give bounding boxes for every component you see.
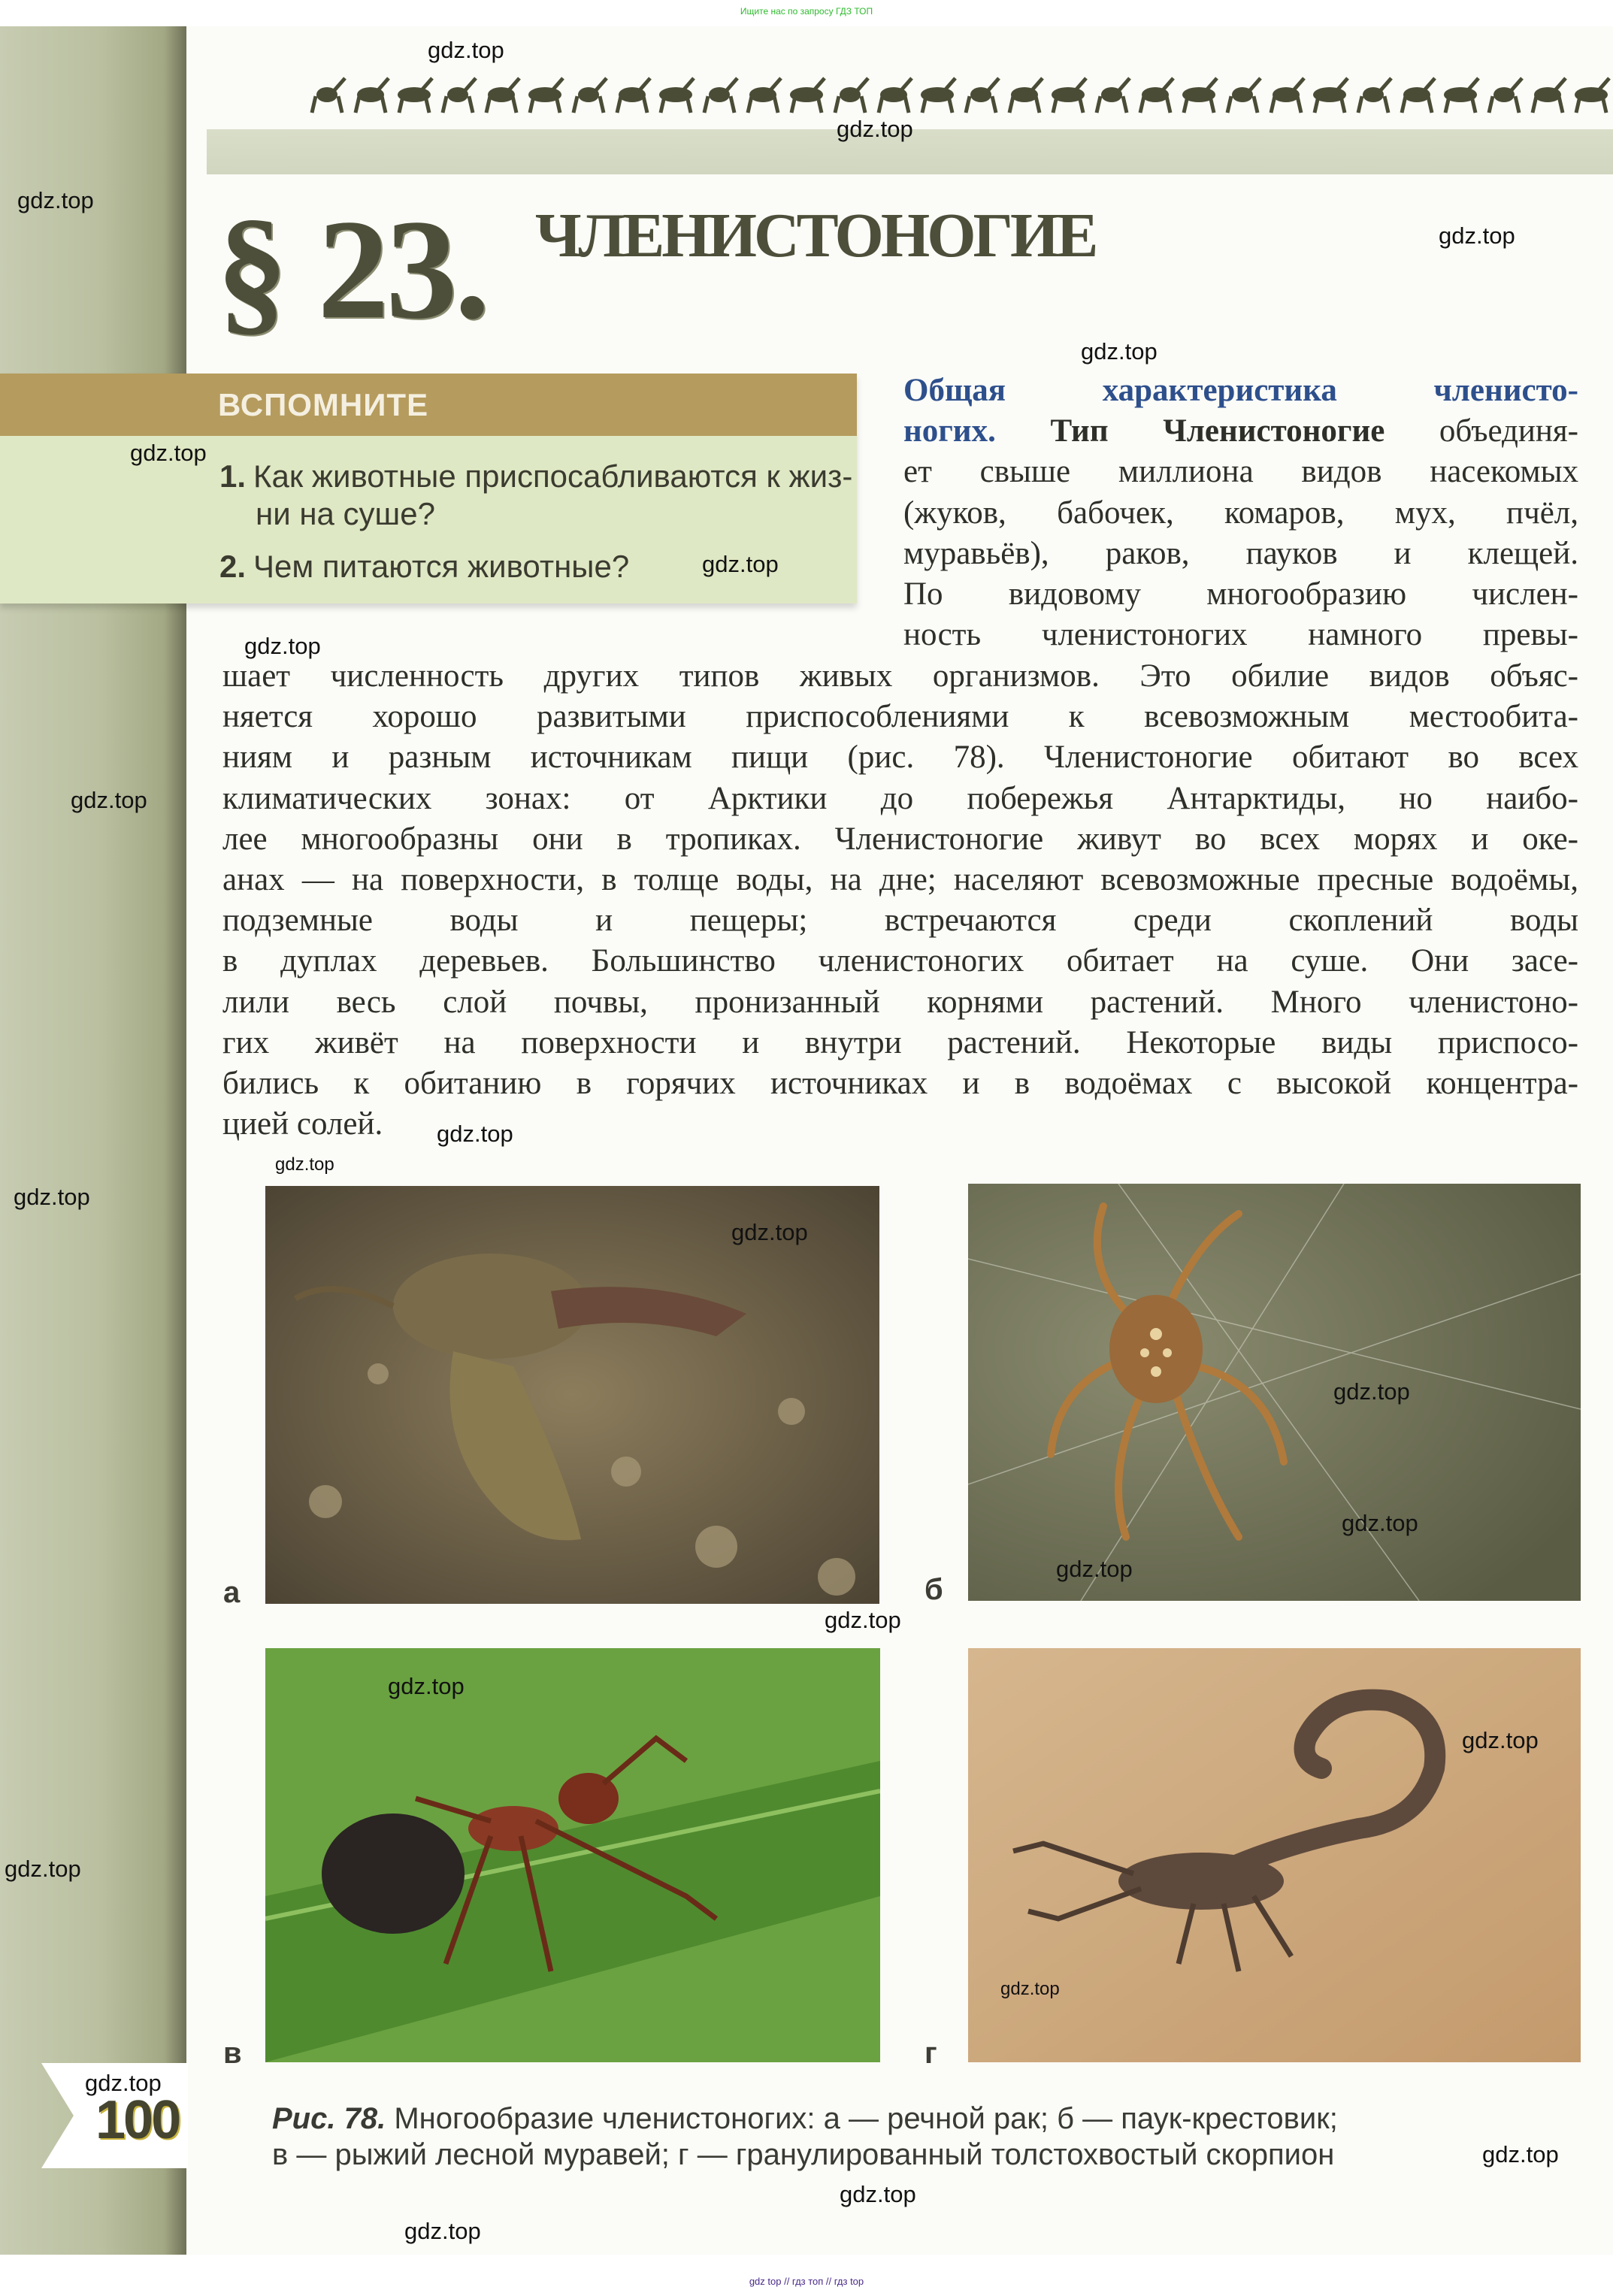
recall-heading: ВСПОМНИТЕ (218, 387, 429, 422)
animal-silhouette-icon (1009, 78, 1043, 113)
watermark: gdz.top (130, 440, 207, 466)
watermark: gdz.top (731, 1219, 808, 1245)
animal-silhouette-icon (1444, 78, 1478, 113)
question-number: 2. (219, 549, 247, 584)
animal-silhouette-icon (1358, 78, 1391, 113)
watermark: gdz.top (428, 37, 504, 63)
watermark: gdz.top (1056, 1556, 1133, 1582)
watermark: gdz.top (275, 1154, 334, 1175)
watermark: gdz.top (437, 1121, 513, 1147)
watermark: gdz.top (1081, 338, 1158, 365)
animal-silhouette-icon (1575, 78, 1609, 113)
watermark: gdz.top (702, 551, 779, 577)
figure-label-b: б (925, 1573, 943, 1606)
animal-silhouette-icon (486, 78, 519, 113)
photo-scorpion (968, 1648, 1581, 2062)
page-number: 100 (95, 2090, 180, 2150)
caption-text: Многообразие членистоногих: а — речной рак; б — паук-крестовик; (386, 2102, 1338, 2135)
question-2 (219, 549, 629, 585)
animal-silhouette-icon (659, 78, 694, 113)
animal-silhouette-icon (312, 78, 345, 113)
question-text: Чем питаются животные? (253, 549, 630, 584)
watermark: gdz.top (244, 633, 321, 659)
watermark: gdz.top (71, 787, 147, 813)
watermark: gdz.top (14, 1184, 90, 1210)
animal-silhouette-icon (1227, 78, 1260, 113)
figure-label-g: г (925, 2037, 937, 2070)
watermark: gdz.top (1462, 1727, 1539, 1753)
animal-silhouette-icon (835, 78, 868, 113)
animal-silhouette-icon (790, 78, 825, 113)
text-line: По видовому многообразию числен- (903, 576, 1578, 613)
animal-silhouette-icon (1271, 78, 1304, 113)
animal-silhouette-icon (617, 78, 650, 113)
photo-crayfish (265, 1186, 879, 1604)
photo-red-wood-ant (265, 1648, 880, 2062)
text-line: ность членистоногих намного превы- (903, 617, 1578, 653)
animal-silhouette-icon (573, 78, 607, 113)
watermark: gdz.top (388, 1673, 465, 1699)
body-text-right-column (903, 371, 1578, 655)
animal-frieze-ornament (304, 74, 1613, 116)
recall-header (0, 374, 857, 436)
text-line (903, 411, 1578, 452)
animal-silhouette-icon (921, 78, 955, 113)
question-1-cont: ни на суше? (256, 496, 435, 531)
text-line: в дуплах деревьев. Большинство членистоногих обитает на суше. Они засе- (222, 943, 1578, 979)
animal-silhouette-icon (443, 78, 476, 113)
question-1 (219, 458, 852, 495)
question-text: Как животные приспосабливаются к жиз- (253, 458, 853, 494)
watermark: gdz.top (1439, 222, 1515, 249)
animal-silhouette-icon (1140, 78, 1173, 113)
paragraph-number: § 23. (216, 191, 487, 349)
section-heading: Общая характеристика членисто- (903, 373, 1578, 408)
animal-silhouette-icon (398, 78, 432, 113)
photo-garden-spider (968, 1184, 1581, 1601)
text-line: анах — на поверхности, в толще воды, на дне; населяют всевозможные пресные водоёмы, подземные воды и пещеры; встречаются среди скоплений воды (222, 862, 1578, 939)
text-line: бились к обитанию в горячих источниках и в водоёмах с высокой концентра- (222, 1066, 1578, 1102)
section-heading-end: ногих. (903, 413, 996, 449)
footer-watermark: gdz top // гдз топ // гдз top (749, 2276, 864, 2287)
watermark: gdz.top (1342, 1510, 1418, 1536)
caption-text: в — рыжий лесной муравей; г — гранулированный толстохвостый скорпион (272, 2138, 1335, 2171)
animal-silhouette-icon (1402, 78, 1435, 113)
animal-silhouette-icon (1182, 78, 1217, 113)
text-line: муравьёв), раков, пауков и клещей. (903, 535, 1578, 571)
page-title: ЧЛЕНИСТОНОГИЕ (535, 201, 1096, 271)
text-line: шает численность других типов живых организмов. Это обилие видов объяс- (222, 658, 1578, 694)
body-text-full-width (222, 656, 1578, 1145)
watermark: gdz.top (825, 1607, 901, 1633)
page-spine (0, 26, 186, 2255)
figure-number: Рис. 78. (272, 2102, 386, 2135)
text-line: (жуков, бабочек, комаров, мух, пчёл, (903, 495, 1578, 531)
watermark: gdz.top (17, 187, 94, 213)
text-line: няется хорошо развитыми приспособлениями к всевозможным местообита- (222, 699, 1578, 735)
animal-silhouette-icon (1097, 78, 1130, 113)
watermark: gdz.top (837, 116, 913, 142)
watermark: gdz.top (1333, 1378, 1410, 1405)
animal-silhouette-icon (1533, 78, 1566, 113)
animal-silhouette-icon (704, 78, 737, 113)
animal-silhouette-icon (356, 78, 389, 113)
type-term: Тип Членистоногие (1050, 413, 1385, 449)
right-column-lines (903, 452, 1578, 655)
animal-silhouette-icon (528, 78, 563, 113)
animal-silhouette-icon (748, 78, 781, 113)
animal-silhouette-icon (966, 78, 999, 113)
recall-questions (0, 436, 857, 603)
watermark: gdz.top (1000, 1979, 1060, 1999)
text-line: гих живёт на поверхности и внутри растений. Некоторые виды приспосо- (222, 1024, 1578, 1060)
text-line: ниям и разным источникам пищи (рис. 78). Членистоногие обитают во всех (222, 740, 1578, 776)
text-line: ет свыше миллиона видов насекомых (903, 454, 1578, 490)
animal-silhouette-icon (1489, 78, 1522, 113)
text-line: климатических зонах: от Арктики до побережья Антарктиды, но наибо- (222, 780, 1578, 816)
watermark: gdz.top (1482, 2141, 1559, 2167)
question-number: 1. (219, 458, 247, 494)
animal-silhouette-icon (1052, 78, 1086, 113)
text-line: цией солей. (222, 1106, 383, 1142)
animal-silhouette-icon (879, 78, 912, 113)
search-hint: Ищите нас по запросу ГДЗ ТОП (740, 6, 873, 17)
watermark: gdz.top (840, 2181, 916, 2207)
text-fragment: объединя- (1385, 413, 1578, 449)
text-line: лее многообразны они в тропиках. Членистоногие живут во всех морях и оке- (222, 821, 1578, 857)
figure-caption (272, 2101, 1550, 2173)
text-line: лили весь слой почвы, пронизанный корнями растений. Много членистоно- (222, 984, 1578, 1020)
figure-label-a: а (223, 1576, 241, 1609)
figure-label-v: в (223, 2037, 242, 2070)
animal-silhouette-icon (1313, 78, 1348, 113)
watermark: gdz.top (5, 1856, 81, 1882)
watermark: gdz.top (85, 2070, 162, 2096)
watermark: gdz.top (404, 2218, 481, 2244)
